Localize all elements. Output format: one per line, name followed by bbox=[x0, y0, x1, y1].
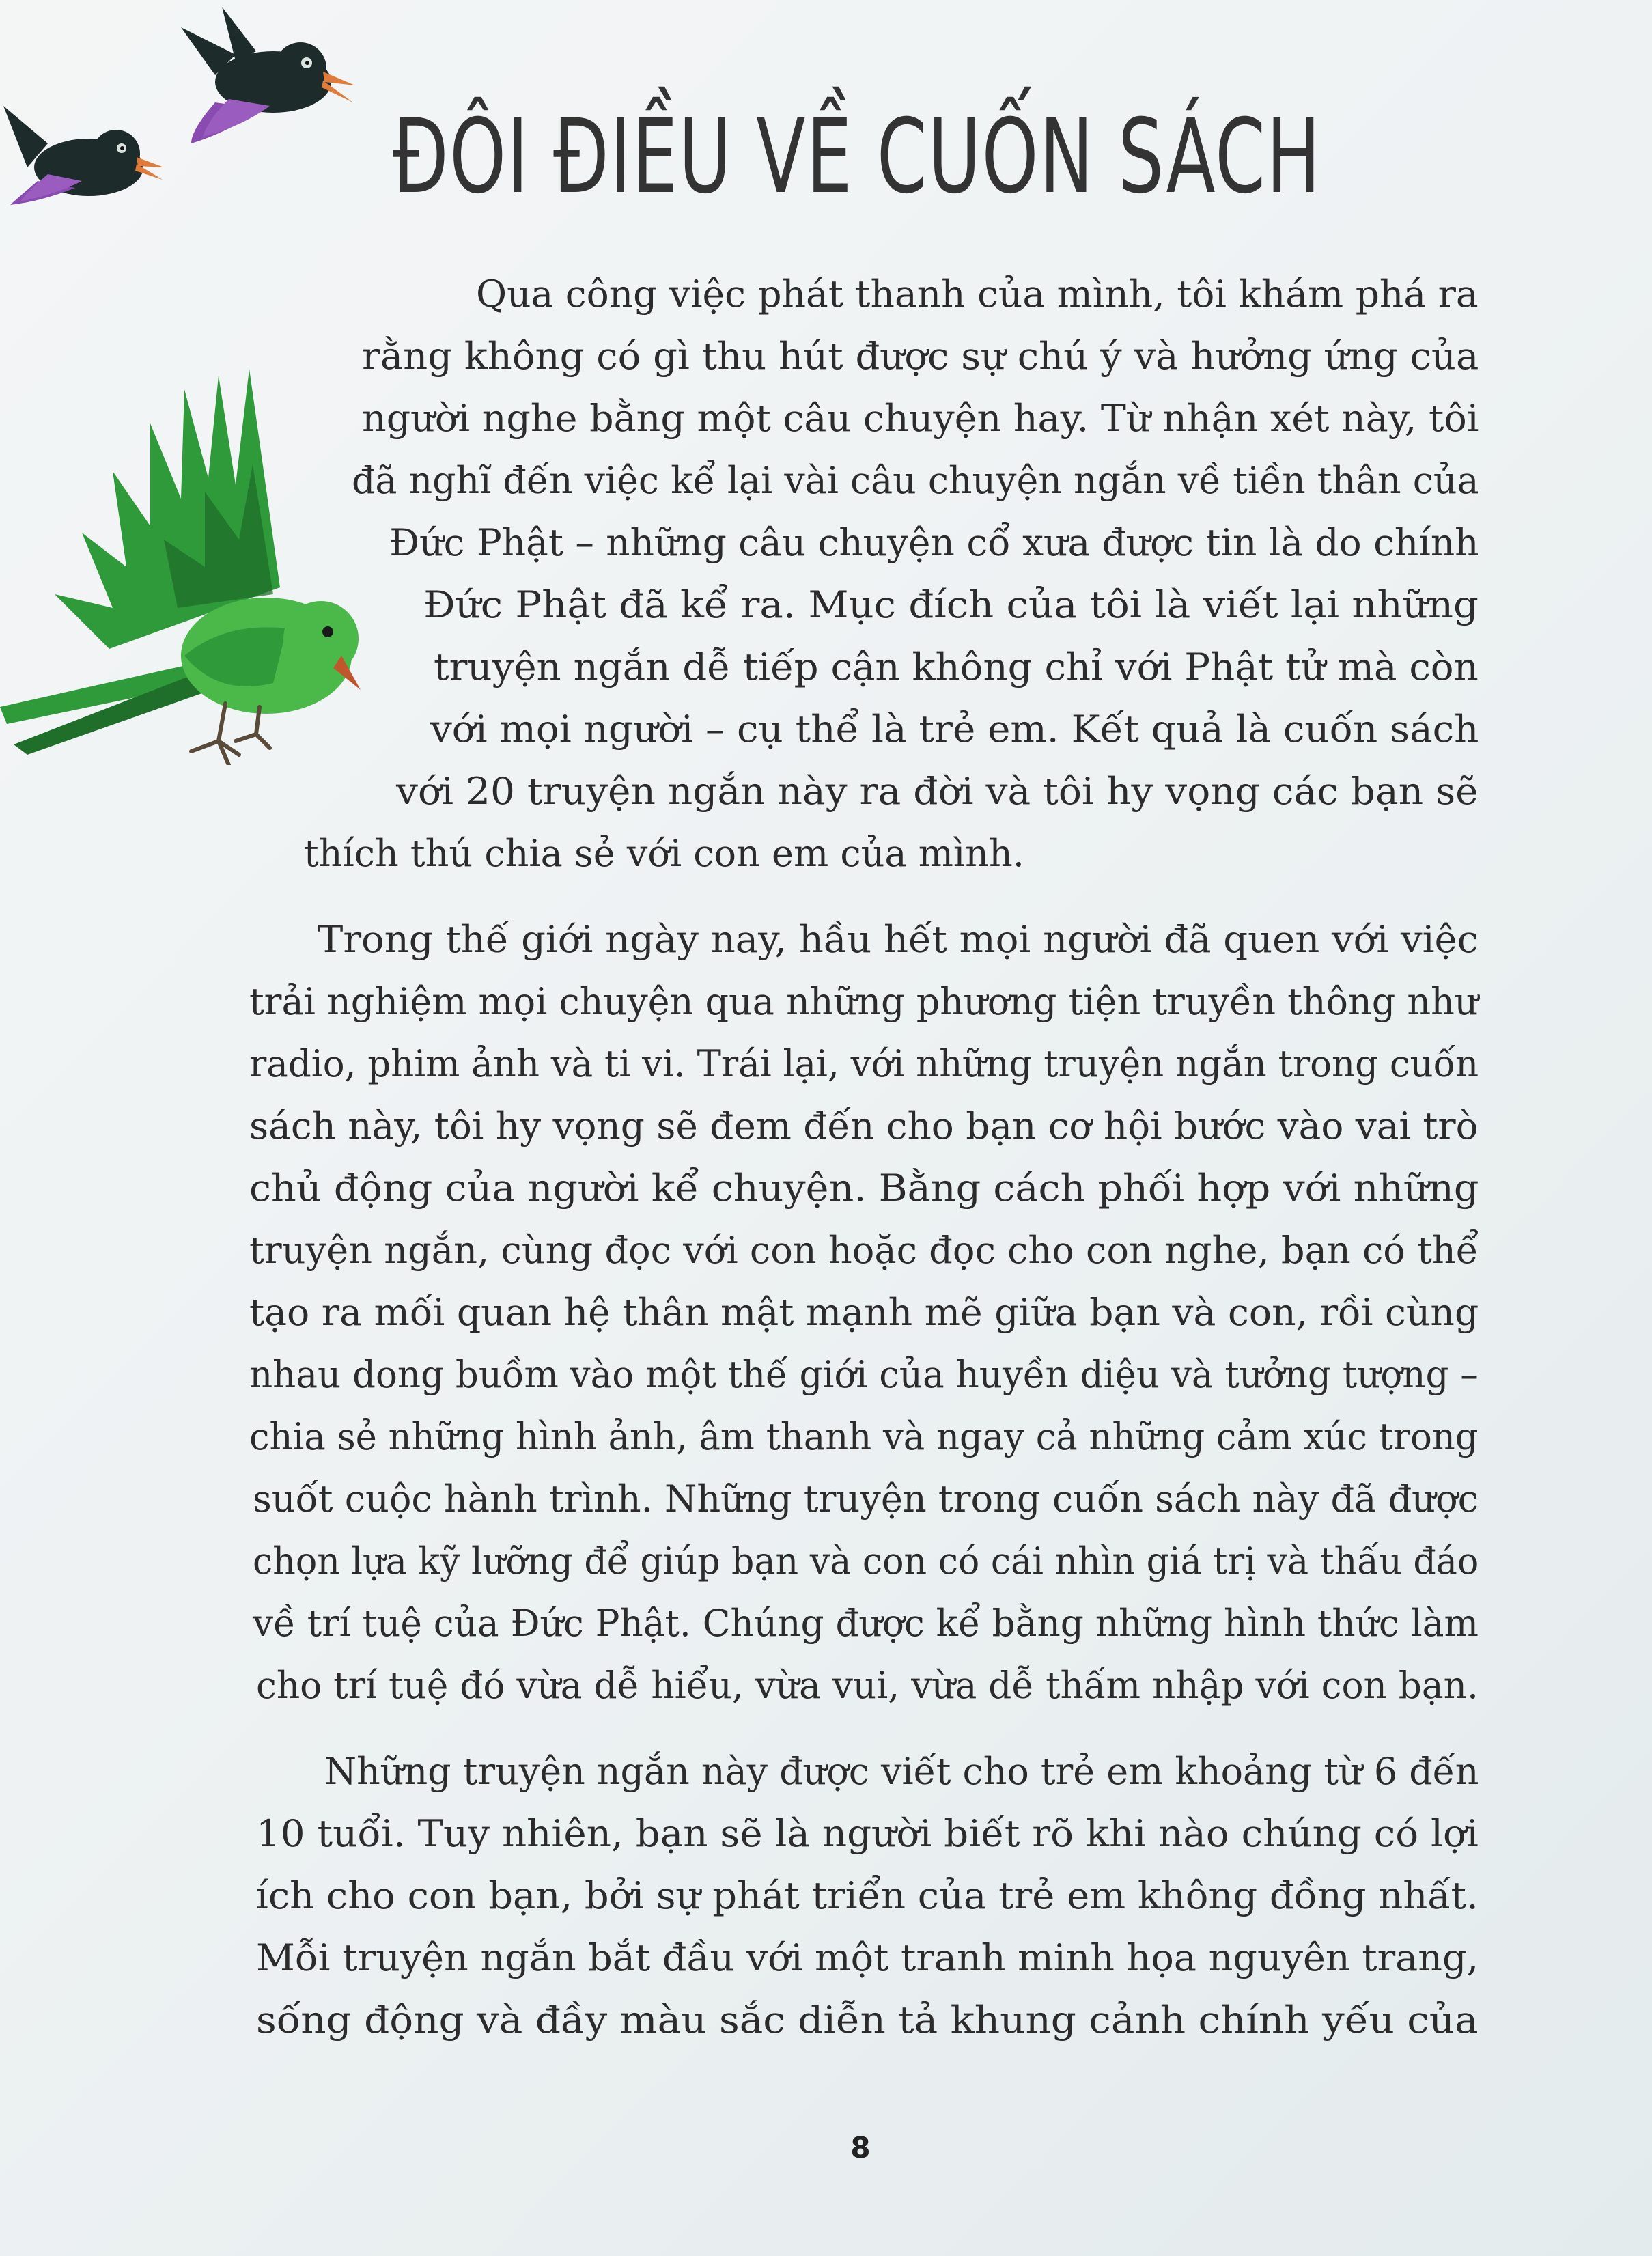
text-line: Đức Phật – những câu chuyện cổ xưa được tin là do chính bbox=[389, 521, 1479, 564]
page-number: 8 bbox=[850, 2131, 871, 2164]
black-bird-icon bbox=[160, 0, 359, 150]
text-line: radio, phim ảnh và ti vi. Trái lại, với những truyện ngắn trong cuốn bbox=[249, 1042, 1479, 1085]
text-line: Trong thế giới ngày nay, hầu hết mọi người đã quen với việc bbox=[318, 918, 1479, 961]
text-line: Mỗi truyện ngắn bắt đầu với một tranh minh họa nguyên trang, bbox=[256, 1936, 1479, 1979]
text-line: thích thú chia sẻ với con em của mình. bbox=[304, 832, 1024, 875]
text-line: với 20 truyện ngắn này ra đời và tôi hy vọng các bạn sẽ bbox=[396, 770, 1479, 813]
text-line: Những truyện ngắn này được viết cho trẻ em khoảng từ 6 đến bbox=[324, 1750, 1479, 1793]
text-line: sách này, tôi hy vọng sẽ đem đến cho bạn cơ hội bước vào vai trò bbox=[249, 1104, 1479, 1147]
text-line: Qua công việc phát thanh của mình, tôi khám phá ra bbox=[476, 273, 1479, 316]
text-line: rằng không có gì thu hút được sự chú ý và hưởng ứng của bbox=[362, 335, 1479, 378]
text-line: truyện ngắn dễ tiếp cận không chỉ với Phật tử mà còn bbox=[434, 645, 1479, 688]
text-line: truyện ngắn, cùng đọc với con hoặc đọc cho con nghe, bạn có thể bbox=[249, 1229, 1479, 1272]
black-bird-icon bbox=[0, 65, 171, 208]
text-line: cho trí tuệ đó vừa dễ hiểu, vừa vui, vừa dễ thấm nhập với con bạn. bbox=[256, 1664, 1479, 1707]
text-line: đã nghĩ đến việc kể lại vài câu chuyện ngắn về tiền thân của bbox=[352, 459, 1479, 502]
text-line: chủ động của người kể chuyện. Bằng cách phối hợp với những bbox=[249, 1167, 1479, 1210]
text-line: sống động và đầy màu sắc diễn tả khung cảnh chính yếu của bbox=[256, 1999, 1479, 2042]
text-line: suốt cuộc hành trình. Những truyện trong cuốn sách này đã được bbox=[253, 1477, 1479, 1520]
text-line: trải nghiệm mọi chuyện qua những phương tiện truyền thông như bbox=[249, 980, 1479, 1023]
text-line: ích cho con bạn, bởi sự phát triển của trẻ em không đồng nhất. bbox=[256, 1874, 1479, 1917]
text-line: về trí tuệ của Đức Phật. Chúng được kể bằng những hình thức làm bbox=[253, 1602, 1479, 1645]
text-line: chọn lựa kỹ lưỡng để giúp bạn và con có cái nhìn giá trị và thấu đáo bbox=[253, 1540, 1479, 1583]
text-line: tạo ra mối quan hệ thân mật mạnh mẽ giữa bạn và con, rồi cùng bbox=[249, 1291, 1479, 1334]
text-line: 10 tuổi. Tuy nhiên, bạn sẽ là người biết rõ khi nào chúng có lợi bbox=[256, 1812, 1479, 1855]
green-bird-icon bbox=[0, 362, 369, 765]
page-title: ĐÔI ĐIỀU VỀ CUỐN SÁCH bbox=[393, 98, 1321, 217]
text-line: nhau dong buồm vào một thế giới của huyền diệu và tưởng tượng – bbox=[249, 1353, 1479, 1396]
text-line: với mọi người – cụ thể là trẻ em. Kết quả là cuốn sách bbox=[430, 708, 1479, 751]
text-line: người nghe bằng một câu chuyện hay. Từ nhận xét này, tôi bbox=[362, 397, 1479, 440]
text-line: Đức Phật đã kể ra. Mục đích của tôi là viết lại những bbox=[423, 583, 1479, 626]
text-line: chia sẻ những hình ảnh, âm thanh và ngay cả những cảm xúc trong bbox=[249, 1415, 1479, 1458]
